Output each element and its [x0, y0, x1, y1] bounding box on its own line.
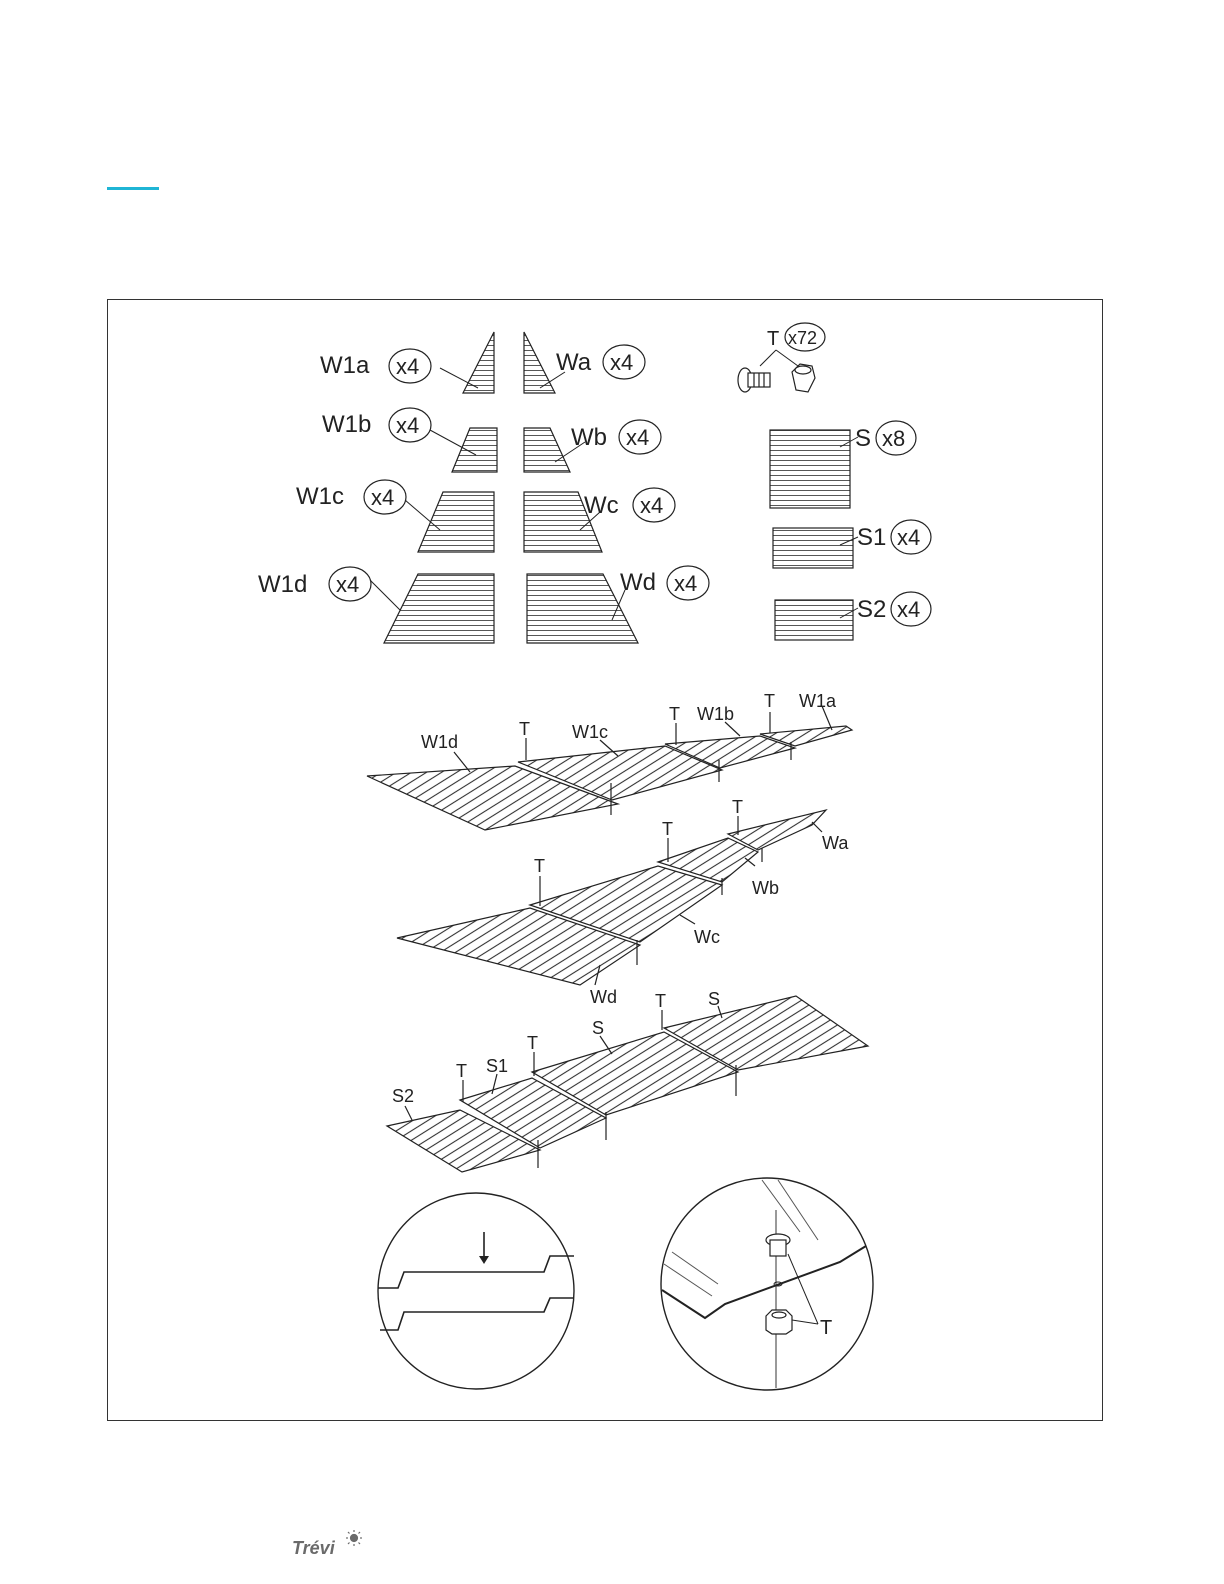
label-w1c: W1c	[296, 483, 344, 510]
qty-wa: x4	[610, 350, 634, 375]
label-w1b: W1b	[322, 411, 372, 438]
sun-icon	[346, 1530, 362, 1546]
row2-label-wc: Wc	[694, 927, 720, 947]
row3-label-s-2: S	[708, 989, 721, 1009]
qty-wc: x4	[640, 493, 664, 518]
row2-t-3: T	[732, 797, 743, 817]
detail-fastener	[661, 1178, 873, 1390]
row2-label-wb: Wb	[752, 878, 779, 898]
row1-label-w1a: W1a	[799, 691, 837, 711]
detail-overlap	[378, 1193, 574, 1389]
part-s	[770, 430, 850, 508]
row2-label-wd: Wd	[590, 987, 617, 1007]
row2-t-2: T	[662, 819, 673, 839]
brand-logo	[290, 1530, 370, 1560]
assembly-row-1	[367, 706, 852, 830]
label-s1: S1	[857, 524, 887, 551]
part-wa	[524, 332, 555, 393]
parts-list	[258, 323, 931, 643]
label-wa: Wa	[556, 349, 592, 376]
qty-s: x8	[882, 426, 906, 451]
label-s2: S2	[857, 596, 887, 623]
row3-label-s1: S1	[486, 1056, 509, 1076]
qty-wd: x4	[674, 571, 698, 596]
row1-label-w1d: W1d	[421, 732, 459, 752]
qty-w1d: x4	[336, 572, 360, 597]
part-w1b	[452, 428, 497, 472]
row3-label-s-1: S	[592, 1018, 605, 1038]
part-w1a	[463, 332, 494, 393]
nut-icon	[792, 364, 815, 392]
qty-w1c: x4	[371, 485, 395, 510]
detail-nut-icon	[766, 1310, 792, 1334]
assembly-row-3	[387, 996, 868, 1172]
qty-t: x72	[788, 328, 818, 348]
qty-w1b: x4	[396, 413, 420, 438]
detail-label-t: T	[820, 1317, 833, 1339]
label-t: T	[767, 328, 780, 350]
row3-t-3: T	[655, 991, 666, 1011]
label-wc: Wc	[584, 492, 619, 519]
row2-label-wa: Wa	[822, 833, 849, 853]
row3-label-s2: S2	[392, 1086, 415, 1106]
row2-t-1: T	[534, 856, 545, 876]
row1-t-1: T	[519, 719, 530, 739]
part-w1d	[384, 574, 494, 643]
label-wd: Wd	[620, 569, 656, 596]
detail-bolt-icon	[766, 1234, 790, 1256]
label-w1d: W1d	[258, 571, 308, 598]
qty-wb: x4	[626, 425, 650, 450]
row3-t-1: T	[456, 1061, 467, 1081]
label-w1a: W1a	[320, 352, 370, 379]
qty-s2: x4	[897, 597, 921, 622]
part-w1c	[418, 492, 494, 552]
qty-w1a: x4	[396, 354, 420, 379]
label-wb: Wb	[571, 424, 607, 451]
row1-label-w1c: W1c	[572, 722, 608, 742]
row1-t-2: T	[669, 704, 680, 724]
qty-s1: x4	[897, 525, 921, 550]
row1-label-w1b: W1b	[697, 704, 735, 724]
part-s1	[773, 528, 853, 568]
row1-t-3: T	[764, 691, 775, 711]
logo-text: Trévi	[292, 1538, 335, 1558]
part-s2	[775, 600, 853, 640]
bolt-icon	[738, 368, 770, 392]
row3-t-2: T	[527, 1033, 538, 1053]
label-s: S	[855, 425, 872, 452]
part-wb	[524, 428, 570, 472]
